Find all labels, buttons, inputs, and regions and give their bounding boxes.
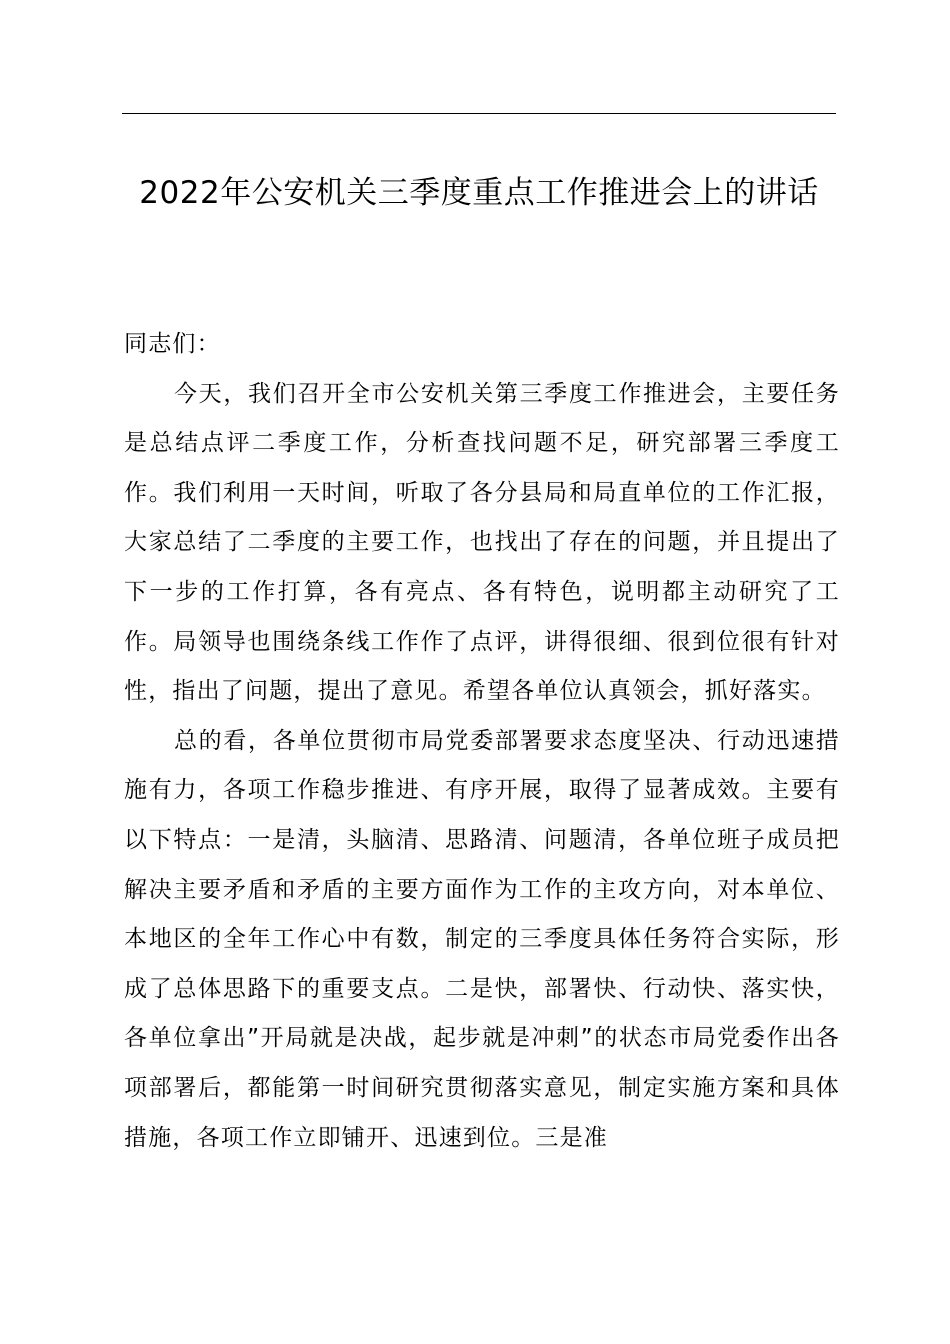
paragraph: 总的看，各单位贯彻市局党委部署要求态度坚决、行动迅速措施有力，各项工作稳步推进、有序开展，取得了显著成效。主要有以下特点：一是清，头脑清、思路清、问题清，各单位班子成员把解决主要矛盾和矛盾的主要方面作为工作的主攻方向，对本单位、本地区的全年工作心中有数，制定的三季度具体任务符合实际，形成了总体思路下的重要支点。二是快，部署快、行动快、落实快，各单位拿出”开局就是决战，起步就是冲刺”的状态市局党委作出各项部署后，都能第一时间研究贯彻落实意见，制定实施方案和具体措施，各项工作立即铺开、迅速到位。三是准 [124,727,840,1151]
salutation: 同志们： [124,331,221,357]
document-title: 2022年公安机关三季度重点工作推进会上的讲话 [139,175,819,211]
header-rule [122,113,836,114]
paragraph: 今天，我们召开全市公安机关第三季度工作推进会，主要任务是总结点评二季度工作，分析查找问题不足，研究部署三季度工作。我们利用一天时间，听取了各分县局和局直单位的工作汇报，大家总结了二季度的主要工作，也找出了存在的问题，并且提出了下一步的工作打算，各有亮点、各有特色，说明都主动研究了工作。局领导也围绕条线工作作了点评，讲得很细、很到位很有针对性，指出了问题，提出了意见。希望各单位认真领会，抓好落实。 [124,380,840,705]
document-body [124,320,840,1163]
